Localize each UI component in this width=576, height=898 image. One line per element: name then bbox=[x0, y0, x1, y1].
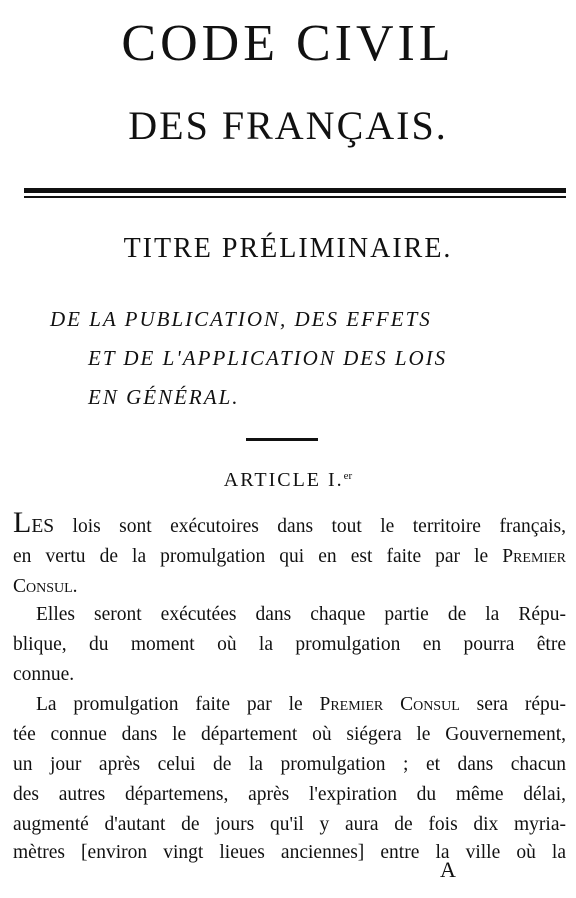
paragraph-1-line-3-smallcaps: Consul. bbox=[13, 576, 78, 597]
paragraph-2-line-1: Elles seront exécutées dans chaque partie de la Répu- bbox=[36, 604, 566, 625]
paragraph-3-line-5: augmenté d'autant de jours qu'il y aura de fois dix myria- bbox=[13, 814, 566, 835]
paragraph-2-line-2: blique, du moment où la promulgation en pourra être bbox=[13, 634, 566, 655]
article-superscript: er bbox=[343, 470, 353, 482]
signature-mark: A bbox=[440, 857, 456, 882]
paragraph-1-line-3 bbox=[13, 574, 566, 600]
paragraph-1-line-1-text: ES lois sont exécutoires dans tout le territoire français, bbox=[31, 516, 566, 537]
paragraph-3-line-1-b: sera répu- bbox=[476, 694, 567, 715]
thick-rule bbox=[24, 188, 566, 193]
paragraph-3-line-6: mètres [environ vingt lieues anciennes] entre la ville où la bbox=[13, 842, 566, 863]
paragraph-3-line-1 bbox=[36, 692, 566, 718]
paragraph-3-line-1-smallcaps: Premier Consul bbox=[319, 694, 460, 715]
drop-cap: L bbox=[13, 506, 32, 539]
paragraph-1-line-2 bbox=[13, 544, 566, 570]
paragraph-1-line-2-text: en vertu de la promulgation qui en est faite par le bbox=[13, 546, 489, 567]
paragraph-3-line-2: tée connue dans le département où siégera le Gouvernement, bbox=[13, 724, 566, 745]
paragraph-3-line-4: des autres départemens, après l'expiration du même délai, bbox=[13, 784, 566, 805]
document-title: CODE CIVIL bbox=[121, 15, 455, 72]
section-subtitle-line-3: EN GÉNÉRAL. bbox=[88, 385, 240, 409]
paragraph-1-line-1 bbox=[13, 506, 566, 540]
article-label: ARTICLE I. bbox=[223, 469, 344, 491]
double-rule-divider bbox=[24, 188, 566, 200]
section-subtitle-line-1: DE LA PUBLICATION, DES EFFETS bbox=[50, 307, 432, 331]
paragraph-2-line-3: connue. bbox=[13, 664, 75, 685]
section-subtitle-line-2: ET DE L'APPLICATION DES LOIS bbox=[88, 346, 448, 370]
article-heading bbox=[0, 466, 576, 494]
section-title: TITRE PRÉLIMINAIRE. bbox=[123, 233, 453, 264]
paragraph-1-line-2-smallcaps: Premier bbox=[502, 546, 566, 567]
paragraph-3-line-1-a: La promulgation faite par le bbox=[36, 694, 303, 715]
paragraph-3-line-3: un jour après celui de la promulgation ; et dans chacun bbox=[13, 754, 566, 775]
short-rule-divider bbox=[246, 438, 318, 441]
thin-rule bbox=[24, 196, 566, 198]
document-subtitle: DES FRANÇAIS. bbox=[128, 103, 448, 148]
